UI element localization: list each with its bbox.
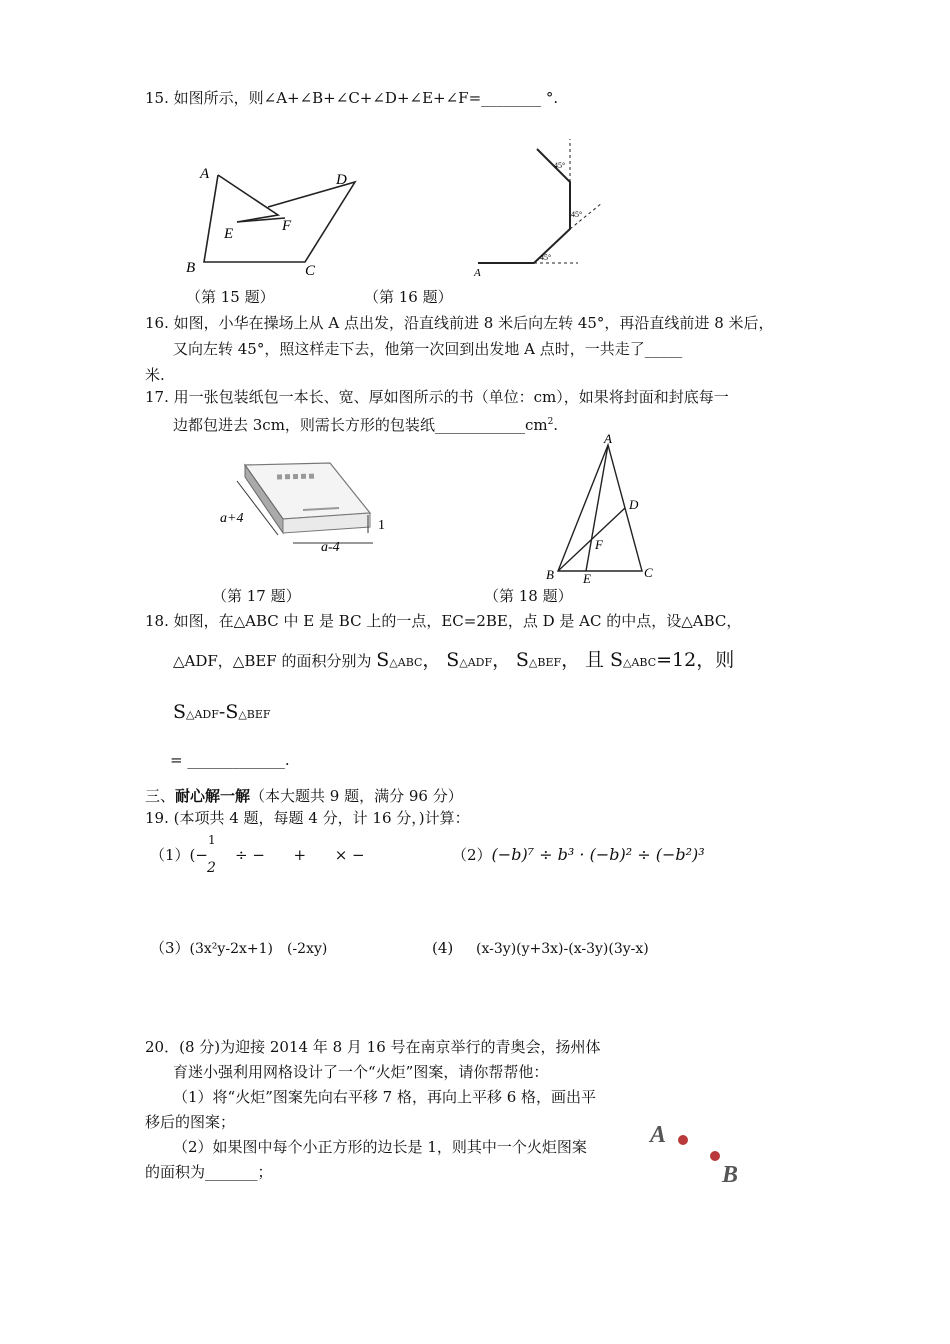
- q17-line2: [173, 412, 558, 435]
- q18-caption: （第 18 题）: [484, 587, 573, 605]
- q20-point-b-dot: [710, 1151, 720, 1161]
- q19-p2: [452, 845, 705, 865]
- q15-label-e: E: [224, 226, 234, 242]
- q17-sup: 2: [547, 417, 554, 427]
- q15-label-a: A: [200, 166, 210, 182]
- q18-line2: [173, 648, 734, 675]
- q18-eq: =12，则: [656, 649, 735, 671]
- q15-caption: （第 15 题）: [186, 288, 275, 306]
- q18-label-f: F: [595, 537, 603, 552]
- q18-line3: [173, 700, 271, 727]
- q18-line1: 18. 如图，在△ABC 中 E 是 BC 上的一点，EC=2BE，点 D 是 AC 的中点，设△ABC，: [145, 612, 742, 630]
- q16-angle-3: 45°: [554, 161, 566, 170]
- q18-s4: S: [609, 649, 624, 671]
- q17-thick-label: 1: [378, 518, 385, 533]
- q17-line2-text: 边都包进去 3cm，则需长方形的包装纸____________cm: [173, 416, 548, 434]
- q17-len-label: a+4: [220, 511, 244, 526]
- q18-s1-sub: △ABC: [389, 656, 423, 669]
- q18-label-e: E: [583, 571, 591, 586]
- q17-wid-label: a-4: [321, 540, 340, 555]
- q16-line3: 米.: [145, 366, 165, 384]
- q15-label-f: F: [282, 218, 292, 234]
- q20-points-figure: [640, 1115, 760, 1195]
- q19-p3: [150, 938, 327, 959]
- section3-num: 三、: [145, 787, 176, 805]
- q20-point-a-dot: [678, 1135, 688, 1145]
- q15-text: 15. 如图所示，则∠A+∠B+∠C+∠D+∠E+∠F=________ °.: [145, 89, 559, 107]
- q18-answer-line: = _____________.: [170, 751, 290, 769]
- q18-c2: ，: [492, 649, 512, 671]
- q19-p1-den: 2: [207, 860, 216, 876]
- q20-line2: 育迷小强利用网格设计了一个“火炬”图案，请你帮帮他：: [173, 1063, 549, 1081]
- q19-p1: [150, 845, 208, 865]
- q18-s5: S: [173, 701, 187, 723]
- q18-label-a: A: [604, 431, 612, 446]
- q15-label-d: D: [336, 172, 347, 188]
- q18-s1: S: [376, 649, 390, 671]
- q18-s2: S: [446, 649, 460, 671]
- q16-figure: [470, 135, 610, 280]
- q16-label-a: A: [474, 267, 481, 279]
- q16-angle-2: 45°: [571, 210, 583, 219]
- q16-caption: （第 16 题）: [364, 288, 453, 306]
- q18-and: 且: [584, 649, 610, 671]
- q20-line6: 的面积为_______；: [145, 1163, 273, 1181]
- q16-line1: 16. 如图，小华在操场上从 A 点出发，沿直线前进 8 米后向左转 45°，再沿直线前进 8 米后，: [145, 314, 774, 332]
- q19-p1-label: （1）(−: [150, 846, 208, 864]
- section3-bold: 耐心解一解: [175, 787, 251, 805]
- q19-p1-rest: ÷ − + × −: [235, 846, 365, 864]
- q18-s6-sub: △BEF: [238, 708, 271, 721]
- q18-s6: S: [225, 701, 239, 723]
- q20-line5: （2）如果图中每个小正方形的边长是 1，则其中一个火炬图案: [173, 1138, 587, 1156]
- q15-label-b: B: [186, 260, 196, 276]
- q19-p2-expr: (−b)⁷ ÷ b³ · (−b)² ÷ (−b²)³: [491, 845, 705, 864]
- q18-label-d: D: [629, 497, 639, 512]
- q17-figure: [215, 455, 395, 555]
- q18-figure: [540, 431, 660, 586]
- q15-label-c: C: [305, 263, 316, 279]
- q18-s4-sub: △ABC: [623, 656, 657, 669]
- q17-line1: 17. 用一张包装纸包一本长、宽、厚如图所示的书（单位：cm），如果将封面和封底每一: [145, 388, 729, 406]
- q19-p3-expr: (3x²y-2x+1) (-2xy): [189, 941, 328, 957]
- q18-label-c: C: [644, 565, 653, 580]
- q17-caption: （第 17 题）: [212, 587, 301, 605]
- q18-s3: S: [515, 649, 529, 671]
- section3-note: （本大题共 9 题，满分 96 分）: [250, 787, 463, 805]
- q17-end: .: [553, 416, 559, 434]
- q20-line1: 20．(8 分)为迎接 2014 年 8 月 16 号在南京举行的青奥会，扬州体: [145, 1038, 601, 1056]
- q19-intro: 19. (本项共 4 题，每题 4 分，计 16 分，)计算：: [145, 809, 470, 827]
- q20-line3: （1）将“火炬”图案先向右平移 7 格，再向上平移 6 格，画出平: [173, 1088, 597, 1106]
- q18-c1: ，: [422, 649, 442, 671]
- q19-p3-label: （3）: [150, 939, 190, 957]
- q18-minus: -: [218, 701, 226, 723]
- q19-p4-label: (4): [432, 939, 454, 957]
- q20-point-a-label: A: [650, 1122, 667, 1148]
- q16-angle-1: 45°: [540, 253, 552, 262]
- q18-s2-sub: △ADF: [459, 656, 493, 669]
- q19-p2-label: （2）: [452, 846, 492, 864]
- q18-s5-sub: △ADF: [186, 708, 219, 721]
- q15-figure: [180, 160, 370, 285]
- q18-c3: ，: [561, 649, 581, 671]
- section3-title: [145, 786, 463, 806]
- q20-line4: 移后的图案；: [145, 1113, 236, 1131]
- q19-p4-expr: (x-3y)(y+3x)-(x-3y)(3y-x): [476, 941, 649, 957]
- q19-p1-num: 1: [208, 833, 216, 847]
- q18-s3-sub: △BEF: [528, 656, 562, 669]
- q19-p4: [432, 938, 649, 959]
- q18-l2-a: △ADF，△BEF 的面积分别为: [173, 652, 377, 670]
- q18-label-b: B: [546, 567, 554, 582]
- q20-point-b-label: B: [722, 1162, 739, 1188]
- q16-line2: 又向左转 45°，照这样走下去，他第一次回到出发地 A 点时，一共走了_____: [173, 340, 683, 358]
